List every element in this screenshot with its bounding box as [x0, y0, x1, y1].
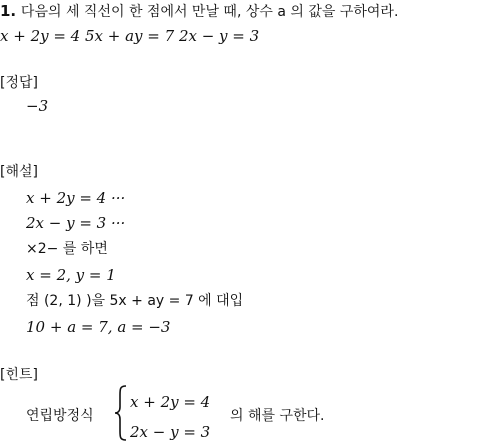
hint-lead: 연립방정식: [26, 408, 94, 424]
problem-line: [0, 2, 398, 21]
explanation-line-5: 점 (2, 1) )을 5x + ay = 7 에 대입: [26, 293, 244, 309]
answer-header: [정답]: [0, 75, 38, 91]
hint-block: [26, 385, 386, 445]
hint-tail: 의 해를 구한다.: [230, 408, 325, 424]
explanation-line-6: 10 + a = 7, a = −3: [26, 318, 171, 336]
problem-number: 1.: [0, 2, 17, 20]
answer-value: −3: [26, 97, 49, 115]
explanation-header: [해설]: [0, 164, 38, 180]
hint-header: [힌트]: [0, 367, 38, 383]
explanation-line-1: x + 2y = 4 ···: [26, 189, 126, 207]
problem-equations: x + 2y = 4 5x + ay = 7 2x − y = 3: [0, 27, 260, 45]
problem-text: 다음의 세 직선이 한 점에서 만날 때, 상수 a 의 값을 구하여라.: [20, 4, 399, 20]
explanation-line-2: 2x − y = 3 ···: [26, 214, 126, 232]
explanation-line-4: x = 2, y = 1: [26, 266, 116, 284]
hint-system-eq-1: x + 2y = 4: [130, 393, 211, 411]
hint-system-eq-2: 2x − y = 3: [130, 423, 211, 441]
explanation-line-3: ×2− 를 하면: [26, 241, 108, 257]
curly-brace-icon: [114, 385, 128, 441]
